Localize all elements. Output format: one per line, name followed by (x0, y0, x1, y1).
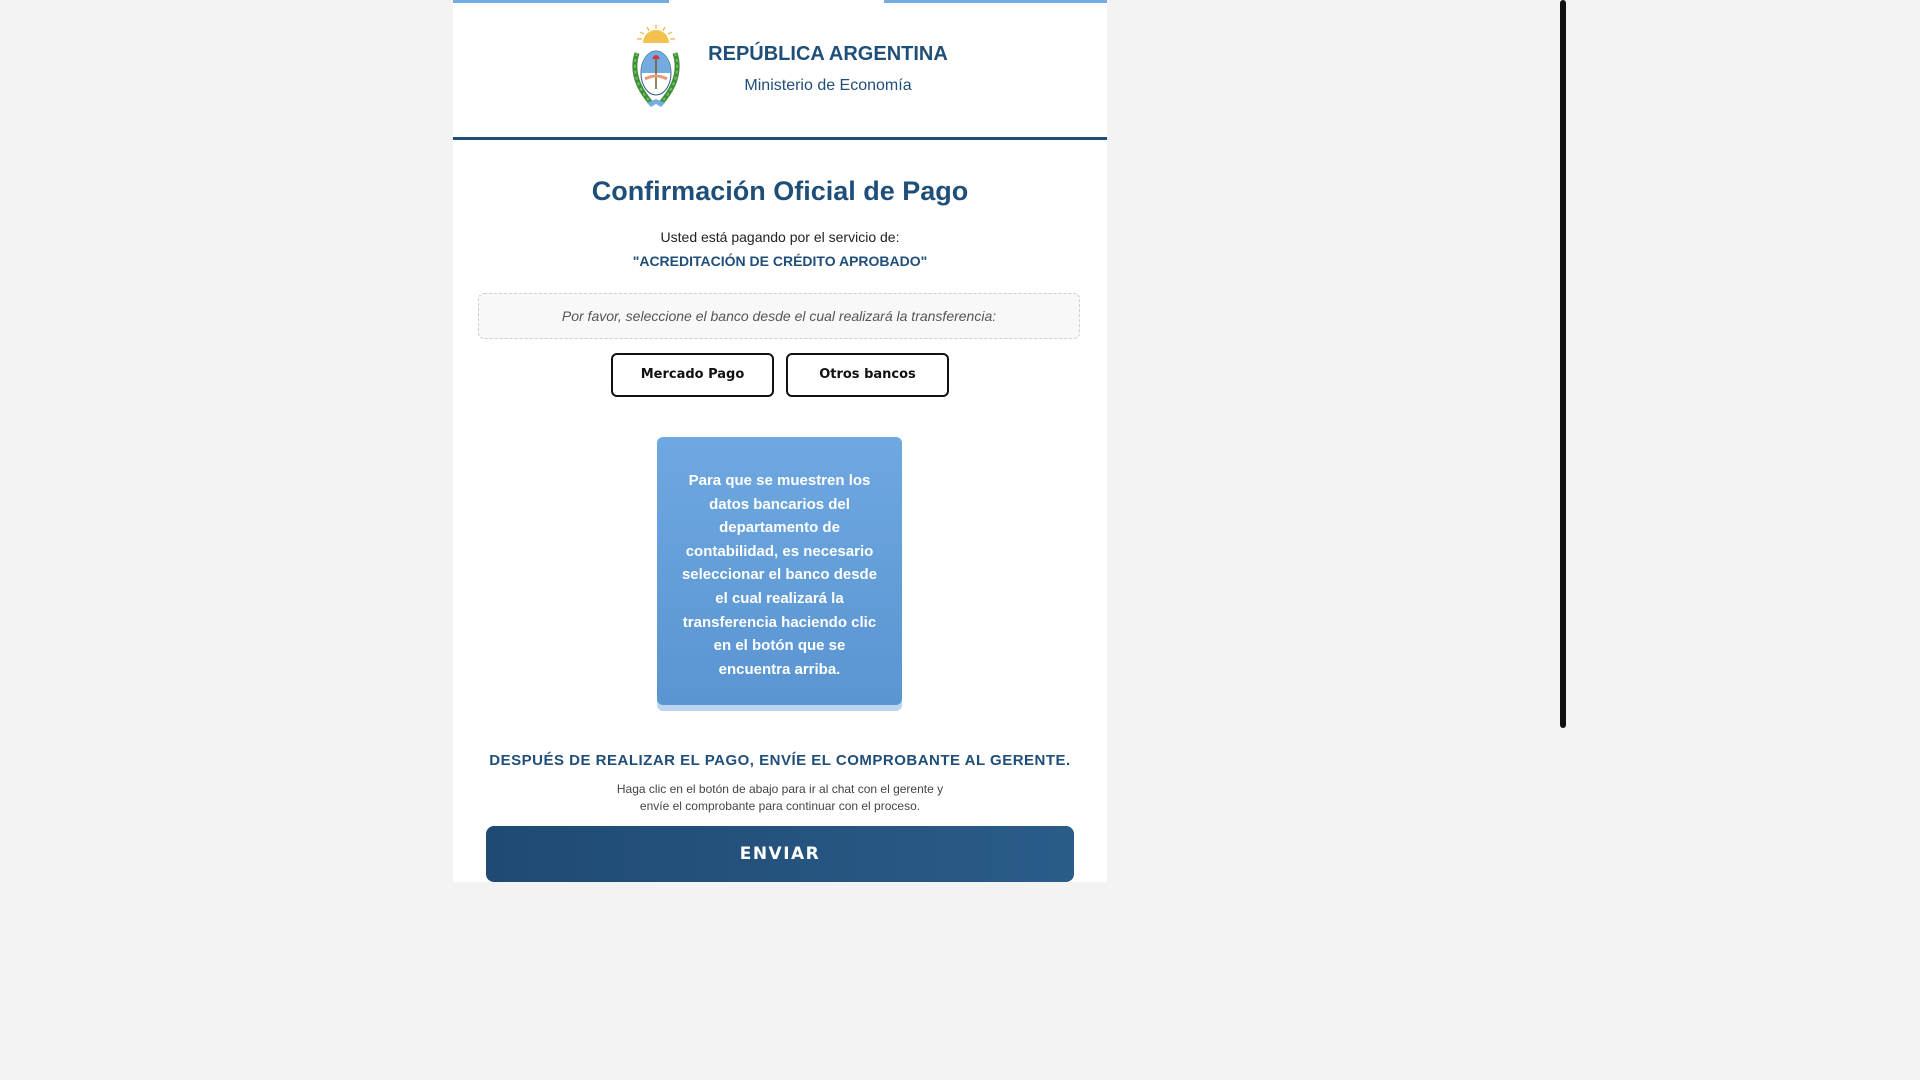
after-payment-line-1: Haga clic en el botón de abajo para ir al chat con el gerente y (616, 782, 944, 796)
header-subtitle: Ministerio de Economía (744, 77, 912, 94)
send-button[interactable]: ENVIAR (486, 826, 1074, 882)
page-title: Confirmación Oficial de Pago (591, 176, 969, 206)
service-name: "ACREDITACIÓN DE CRÉDITO APROBADO" (632, 253, 928, 269)
header (453, 3, 1107, 140)
page-container (453, 0, 1107, 882)
bank-info-notice: Para que se muestren los datos bancarios del departamento de contabilidad, es necesario seleccionar el banco desde el cual realizará la transferencia haciendo clic en el botón que se encuentra arriba. (657, 437, 902, 705)
coat-of-arms-icon (627, 23, 685, 109)
after-payment-line-2: envíe el comprobante para continuar con el proceso. (639, 798, 921, 813)
header-title: REPÚBLICA ARGENTINA (708, 43, 948, 65)
after-payment-heading: DESPUÉS DE REALIZAR EL PAGO, ENVÍE EL COMPROBANTE AL GERENTE. (489, 752, 1071, 769)
bank-selection-prompt: Por favor, seleccione el banco desde el cual realizará la transferencia: (478, 293, 1080, 339)
service-intro-text: Usted está pagando por el servicio de: (660, 229, 900, 245)
after-payment-instructions (600, 781, 960, 814)
otros-bancos-button[interactable]: Otros bancos (786, 353, 949, 397)
mercado-pago-button[interactable]: Mercado Pago (611, 353, 774, 397)
scrollbar-thumb[interactable] (1560, 0, 1566, 728)
scrollbar[interactable] (1558, 0, 1568, 882)
